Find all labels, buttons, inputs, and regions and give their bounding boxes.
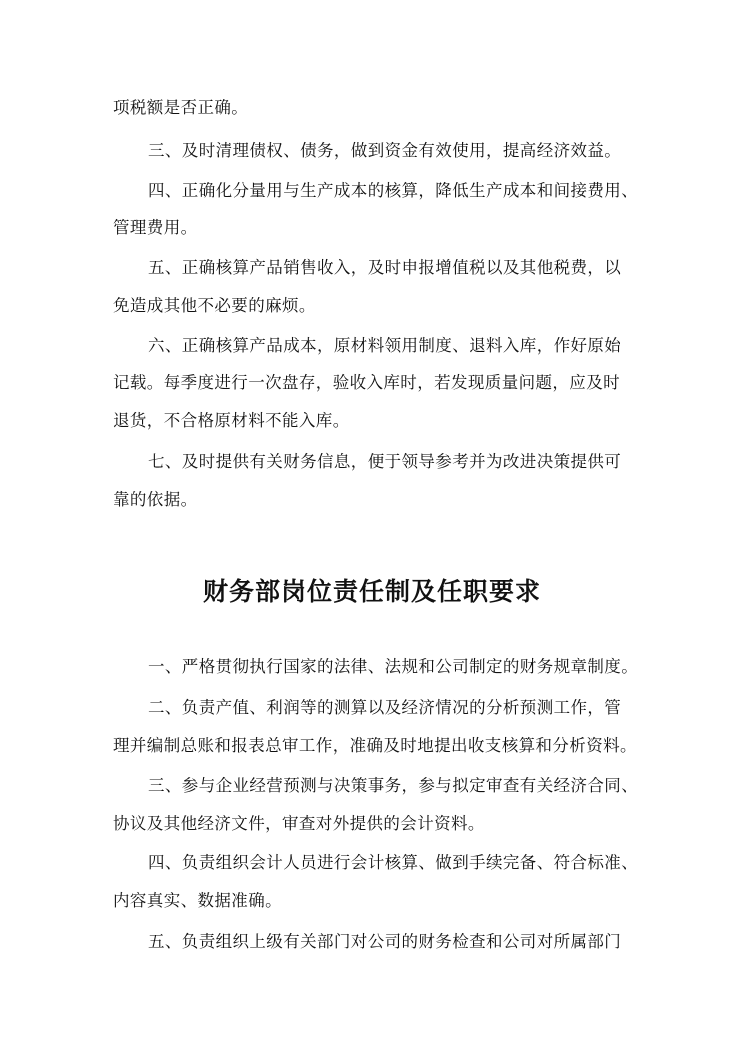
- paragraph-line: 五、负责组织上级有关部门对公司的财务检查和公司对所属部门: [148, 932, 622, 951]
- paragraph-line: 协议及其他经济文件，审查对外提供的会计资料。: [113, 814, 485, 833]
- paragraph-line: 四、负责组织会计人员进行会计核算、做到手续完备、符合标准、: [148, 853, 639, 872]
- paragraph-line: 靠的依据。: [113, 490, 198, 509]
- paragraph-line: 三、参与企业经营预测与决策事务，参与拟定审查有关经济合同、: [148, 776, 639, 795]
- paragraph-line: 三、及时清理债权、债务，做到资金有效使用，提高经济效益。: [148, 141, 622, 160]
- paragraph-line: 二、负责产值、利润等的测算以及经济情况的分析预测工作，管: [148, 698, 622, 717]
- paragraph-line: 管理费用。: [113, 218, 198, 237]
- paragraph-line: 四、正确化分量用与生产成本的核算，降低生产成本和间接费用、: [148, 181, 639, 200]
- paragraph-line: 五、正确核算产品销售收入，及时申报增值税以及其他税费，以: [148, 258, 622, 277]
- paragraph-line: 退货，不合格原材料不能入库。: [113, 411, 350, 430]
- paragraph-line: 项税额是否正确。: [113, 98, 249, 117]
- paragraph-line: 记载。每季度进行一次盘存，验收入库时，若发现质量问题，应及时: [113, 373, 620, 392]
- paragraph-line: 七、及时提供有关财务信息，便于领导参考并为改进决策提供可: [148, 452, 622, 471]
- section-title: 财务部岗位责任制及任职要求: [202, 577, 541, 606]
- paragraph-line: 内容真实、数据准确。: [113, 891, 282, 910]
- paragraph-line: 一、严格贯彻执行国家的法律、法规和公司制定的财务规章制度。: [148, 657, 639, 676]
- paragraph-line: 免造成其他不必要的麻烦。: [113, 296, 316, 315]
- paragraph-line: 六、正确核算产品成本，原材料领用制度、退料入库，作好原始: [148, 336, 622, 355]
- paragraph-line: 理并编制总账和报表总审工作，准确及时地提出收支核算和分析资料。: [113, 736, 637, 755]
